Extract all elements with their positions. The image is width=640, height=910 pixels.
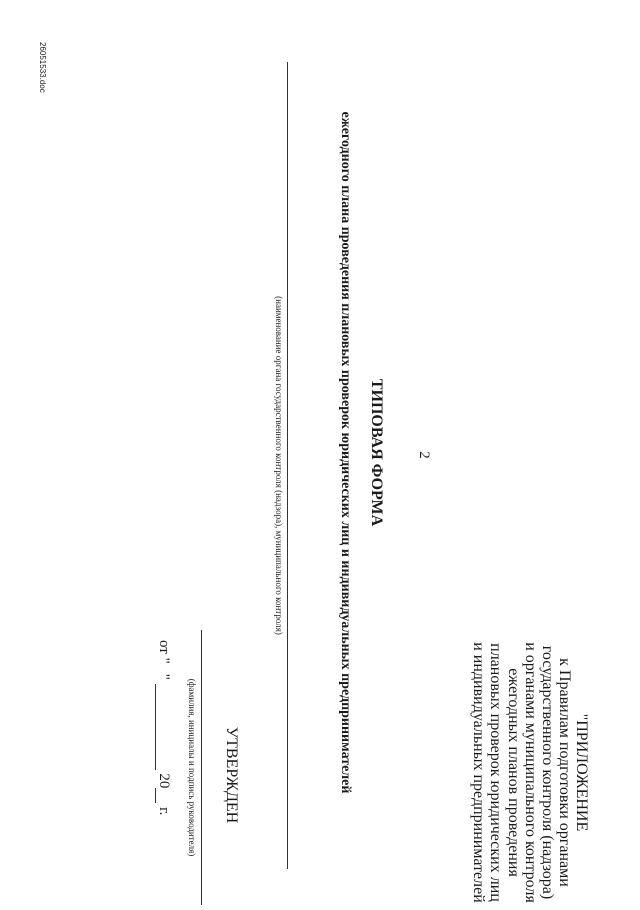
year-blank xyxy=(155,788,170,803)
page-number: 2 xyxy=(416,451,432,459)
appendix-line: ежегодных планов проведения xyxy=(504,668,522,877)
date-quote-open: " xyxy=(156,657,172,664)
form-subtitle: ежегодного плана проведения плановых проверок юридических лиц и индивидуальных предпринимателей xyxy=(338,111,353,794)
month-blank xyxy=(155,684,170,770)
appendix-title: "ПРИЛОЖЕНИЕ xyxy=(573,713,590,832)
appendix-line: плановых проверок юридических лиц xyxy=(487,643,505,902)
appendix-block xyxy=(470,640,590,905)
approved-label: УТВЕРЖДЕН xyxy=(223,726,240,824)
year-suffix: г. xyxy=(156,807,172,816)
form-title: ТИПОВАЯ ФОРМА xyxy=(368,378,385,527)
head-signature-caption: (фамилия, инициалы и подпись руководителя) xyxy=(187,678,197,857)
appendix-line: государственного контроля (надзора) xyxy=(538,645,556,900)
document-file-id: 26051533.doc xyxy=(38,42,47,93)
organization-name-line xyxy=(287,62,288,869)
date-quote-close: " xyxy=(156,673,172,680)
appendix-line: и индивидуальных предпринимателей xyxy=(470,642,488,903)
head-signature-line xyxy=(201,630,202,905)
date-from-label: от xyxy=(156,640,172,654)
appendix-line: к Правилам подготовки органами xyxy=(555,658,573,887)
organization-name-caption: (наименование органа государственного контроля (надзора), муниципального контроля) xyxy=(274,296,284,635)
appendix-line: и органами муниципального контроля xyxy=(521,642,539,903)
approval-date xyxy=(155,640,172,910)
year-prefix: 20 xyxy=(156,773,172,789)
